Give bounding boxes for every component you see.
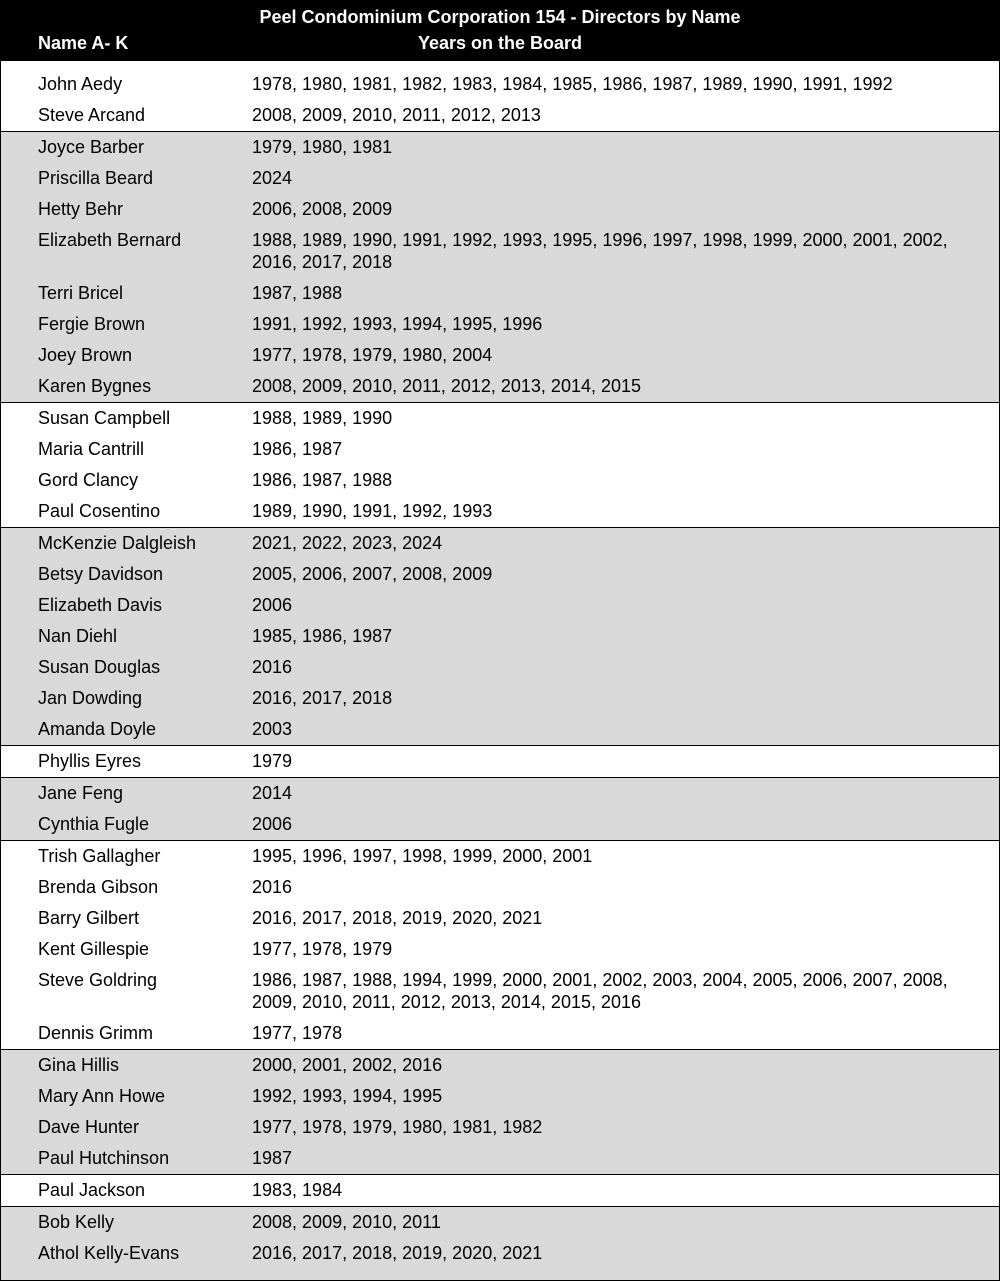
director-name: John Aedy xyxy=(38,74,123,94)
table-row xyxy=(1,465,999,496)
table-row xyxy=(1,371,999,402)
table-title: Peel Condominium Corporation 154 - Directors by Name xyxy=(259,7,741,27)
table-row xyxy=(1,403,999,434)
table-row xyxy=(1,278,999,309)
table-row xyxy=(1,714,999,745)
table-row xyxy=(1,496,999,527)
director-name: Dennis Grimm xyxy=(38,1023,154,1043)
director-name: Dave Hunter xyxy=(38,1117,140,1137)
director-years: 2008, 2009, 2010, 2011 xyxy=(252,1212,441,1232)
table-row xyxy=(1,225,999,278)
director-name: Susan Douglas xyxy=(38,657,161,677)
table-row xyxy=(1,683,999,714)
table-row xyxy=(1,778,999,809)
director-name: Paul Jackson xyxy=(38,1180,146,1200)
director-groups xyxy=(1,69,999,1281)
table-row xyxy=(1,621,999,652)
director-years: 1977, 1978, 1979 xyxy=(252,939,393,959)
table-row xyxy=(1,1207,999,1238)
director-name: Amanda Doyle xyxy=(38,719,157,739)
table-row xyxy=(1,965,999,1018)
director-name: Elizabeth Bernard xyxy=(38,230,182,250)
director-name: Brenda Gibson xyxy=(38,877,159,897)
director-name: Cynthia Fugle xyxy=(38,814,150,834)
director-years: 1989, 1990, 1991, 1992, 1993 xyxy=(252,501,493,521)
director-name: Jane Feng xyxy=(38,783,124,803)
director-years: 1995, 1996, 1997, 1998, 1999, 2000, 2001 xyxy=(252,846,593,866)
director-years: 1988, 1989, 1990 xyxy=(252,408,393,428)
director-name: Nan Diehl xyxy=(38,626,118,646)
director-name: Joyce Barber xyxy=(38,137,145,157)
director-years: 2006 xyxy=(252,595,293,615)
director-name: Steve Goldring xyxy=(38,970,158,990)
director-years: 2016 xyxy=(252,877,293,897)
director-name: McKenzie Dalgleish xyxy=(38,533,197,553)
director-years: 2008, 2009, 2010, 2011, 2012, 2013, 2014, 2015 xyxy=(252,376,642,396)
director-years: 1991, 1992, 1993, 1994, 1995, 1996 xyxy=(252,314,543,334)
table-row xyxy=(1,746,999,777)
letter-group xyxy=(1,1175,999,1207)
table-row xyxy=(1,340,999,371)
director-name: Betsy Davidson xyxy=(38,564,164,584)
director-years: 2000, 2001, 2002, 2016 xyxy=(252,1055,443,1075)
director-years: 2006 xyxy=(252,814,293,834)
director-name: Gina Hillis xyxy=(38,1055,120,1075)
director-years: 2016 xyxy=(252,657,293,677)
table-row xyxy=(1,1112,999,1143)
director-years: 2021, 2022, 2023, 2024 xyxy=(252,533,443,553)
table-row xyxy=(1,69,999,100)
table-row xyxy=(1,652,999,683)
table-row xyxy=(1,163,999,194)
director-years: 1987 xyxy=(252,1148,293,1168)
director-name: Phyllis Eyres xyxy=(38,751,142,771)
table-header xyxy=(1,1,999,61)
director-years: 1978, 1980, 1981, 1982, 1983, 1984, 1985, 1986, 1987, 1989, 1990, 1991, 1992 xyxy=(252,74,893,94)
director-name: Barry Gilbert xyxy=(38,908,140,928)
director-name: Jan Dowding xyxy=(38,688,143,708)
director-name: Joey Brown xyxy=(38,345,133,365)
director-name: Terri Bricel xyxy=(38,283,124,303)
table-row xyxy=(1,1018,999,1049)
letter-group xyxy=(1,132,999,403)
director-years: 2005, 2006, 2007, 2008, 2009 xyxy=(252,564,493,584)
director-name: Mary Ann Howe xyxy=(38,1086,166,1106)
table-row xyxy=(1,590,999,621)
table-row xyxy=(1,559,999,590)
table-row xyxy=(1,1081,999,1112)
letter-group xyxy=(1,1207,999,1281)
letter-group xyxy=(1,528,999,746)
director-years: 1987, 1988 xyxy=(252,283,343,303)
director-years: 2008, 2009, 2010, 2011, 2012, 2013 xyxy=(252,105,541,125)
director-name: Priscilla Beard xyxy=(38,168,154,188)
director-years: 1985, 1986, 1987 xyxy=(252,626,393,646)
director-name: Paul Hutchinson xyxy=(38,1148,170,1168)
table-row xyxy=(1,1175,999,1206)
director-years: 2016, 2017, 2018, 2019, 2020, 2021 xyxy=(252,1243,543,1263)
table-row xyxy=(1,841,999,872)
table-row xyxy=(1,1050,999,1081)
director-years: 2024 xyxy=(252,168,293,188)
director-years: 1986, 1987, 1988, 1994, 1999, 2000, 2001, 2002, 2003, 2004, 2005, 2006, 2007, 2008, 2009, 2010, 2011, 2012, 2013, 2014, 2015, 2016 xyxy=(252,970,948,1012)
letter-group xyxy=(1,778,999,841)
director-years: 1979 xyxy=(252,751,293,771)
table-row xyxy=(1,309,999,340)
director-name: Paul Cosentino xyxy=(38,501,161,521)
table-row xyxy=(1,1238,999,1269)
letter-group xyxy=(1,746,999,778)
director-name: Fergie Brown xyxy=(38,314,146,334)
table-row xyxy=(1,809,999,840)
table-row xyxy=(1,194,999,225)
director-name: Gord Clancy xyxy=(38,470,139,490)
director-name: Bob Kelly xyxy=(38,1212,115,1232)
director-years: 1977, 1978, 1979, 1980, 2004 xyxy=(252,345,493,365)
table-row xyxy=(1,872,999,903)
director-name: Steve Arcand xyxy=(38,105,146,125)
director-name: Kent Gillespie xyxy=(38,939,150,959)
director-years: 1988, 1989, 1990, 1991, 1992, 1993, 1995, 1996, 1997, 1998, 1999, 2000, 2001, 2002, 2016, 2017, 2018 xyxy=(252,230,948,272)
letter-group xyxy=(1,69,999,132)
director-years: 1983, 1984 xyxy=(252,1180,343,1200)
director-years: 1986, 1987, 1988 xyxy=(252,470,393,490)
director-name: Hetty Behr xyxy=(38,199,124,219)
table-row xyxy=(1,434,999,465)
director-years: 1977, 1978, 1979, 1980, 1981, 1982 xyxy=(252,1117,543,1137)
director-years: 1986, 1987 xyxy=(252,439,343,459)
director-years: 1979, 1980, 1981 xyxy=(252,137,393,157)
director-name: Elizabeth Davis xyxy=(38,595,163,615)
director-years: 1977, 1978 xyxy=(252,1023,343,1043)
director-years: 2016, 2017, 2018 xyxy=(252,688,393,708)
column-header-years: Years on the Board xyxy=(417,33,583,53)
director-years: 2006, 2008, 2009 xyxy=(252,199,393,219)
director-years: 2016, 2017, 2018, 2019, 2020, 2021 xyxy=(252,908,543,928)
director-name: Maria Cantrill xyxy=(38,439,145,459)
table-row xyxy=(1,934,999,965)
director-name: Athol Kelly-Evans xyxy=(38,1243,180,1263)
table-row xyxy=(1,132,999,163)
letter-group xyxy=(1,1050,999,1175)
table-row xyxy=(1,528,999,559)
letter-group xyxy=(1,403,999,528)
director-name: Susan Campbell xyxy=(38,408,171,428)
table-row xyxy=(1,1143,999,1174)
director-years: 2003 xyxy=(252,719,293,739)
director-years: 2014 xyxy=(252,783,293,803)
director-name: Karen Bygnes xyxy=(38,376,152,396)
director-name: Trish Gallagher xyxy=(38,846,161,866)
table-row xyxy=(1,903,999,934)
director-years: 1992, 1993, 1994, 1995 xyxy=(252,1086,443,1106)
column-header-name: Name A- K xyxy=(38,33,129,53)
letter-group xyxy=(1,841,999,1050)
table-row xyxy=(1,100,999,131)
